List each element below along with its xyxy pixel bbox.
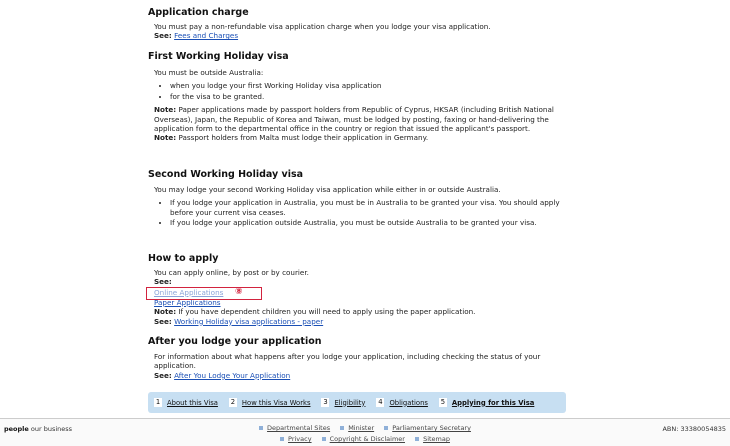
step-link[interactable]: About this Visa (167, 398, 218, 407)
list-item: • when you lodge your first Working Holiday visa application (170, 81, 568, 90)
step-number: 2 (230, 398, 236, 406)
paragraph: You may lodge your second Working Holiday visa application while either in or outside Australia. (154, 185, 501, 194)
online-applications-row (148, 287, 568, 298)
note-text: Paper applications made by passport holders from Republic of Cyprus, HKSAR (including British National Overseas), Japan, the Republic of Korea and Taiwan, must be lodged by posting, faxing or hand-delivering the application form to the departmental office in the country or region that issued the applicant's passport. (154, 105, 554, 134)
step-number: 4 (378, 398, 383, 406)
step-number: 5 (440, 398, 446, 406)
after-lodge-section (148, 336, 568, 380)
step-obligations[interactable] (376, 398, 427, 407)
step-applying-for-this-visa[interactable] (439, 398, 534, 407)
step-number: 3 (323, 398, 328, 406)
note-text: If you have dependent children you will need to apply using the paper application. (178, 307, 476, 317)
after-lodge-link[interactable]: After You Lodge Your Application (174, 370, 291, 380)
see-label: See: (154, 31, 172, 41)
page-footer (0, 418, 730, 446)
list-item: • If you lodge your application in Australia, you must be in Australia to be granted your visa. You should apply before your current visa ceases. (170, 198, 568, 217)
bullet-square-icon (415, 437, 419, 441)
fees-and-charges-link[interactable]: Fees and Charges (174, 31, 239, 41)
note-paragraph (154, 307, 568, 316)
step-eligibility[interactable] (321, 398, 365, 407)
bullet-square-icon (384, 426, 388, 430)
footer-link-privacy[interactable]: Privacy (288, 435, 312, 443)
bullet-square-icon (340, 426, 344, 430)
second-whv-section (148, 169, 568, 229)
list-item: • for the visa to be granted. (170, 92, 568, 101)
section-heading: Second Working Holiday visa (148, 169, 304, 180)
section-heading: How to apply (148, 253, 219, 264)
see-label: See: (154, 370, 172, 380)
step-number: 1 (155, 398, 161, 406)
see-label: See: (154, 277, 172, 287)
footer-link-copyright[interactable]: Copyright & Disclaimer (329, 435, 405, 443)
whv-paper-applications-link[interactable]: Working Holiday visa applications - paper (174, 316, 324, 326)
application-charge-section (148, 7, 568, 41)
step-link[interactable]: Applying for this Visa (451, 398, 535, 407)
note-label: Note: (154, 307, 177, 317)
note-label: Note: (154, 133, 177, 143)
footer-links-row-1 (0, 424, 730, 432)
section-heading: Application charge (148, 7, 249, 18)
how-to-apply-section (148, 253, 568, 326)
step-marker-8: ⑧ (235, 286, 243, 297)
paragraph: For information about what happens after you lodge your application, including checking the status of your application. (154, 352, 541, 371)
bullet-square-icon (259, 426, 263, 430)
bullet-square-icon (322, 437, 326, 441)
list-item: • If you lodge your application outside Australia, you must be outside Australia to be granted your visa. (170, 218, 568, 227)
section-heading: First Working Holiday visa (148, 51, 289, 62)
abn-number: ABN: 33380054835 (662, 425, 726, 433)
note-paragraph (154, 105, 568, 133)
paragraph: You must be outside Australia: (154, 68, 264, 77)
footer-links-row-2 (0, 435, 730, 443)
step-about-this-visa[interactable] (154, 398, 218, 407)
footer-link-sitemap[interactable]: Sitemap (423, 435, 450, 443)
footer-link-minister[interactable]: Minister (348, 424, 375, 432)
step-link[interactable]: Obligations (389, 398, 428, 407)
step-link[interactable]: Eligibility (334, 398, 366, 407)
paragraph: You can apply online, by post or by courier. (154, 268, 309, 277)
note-label: Note: (154, 105, 177, 115)
step-link[interactable]: How this Visa Works (241, 398, 311, 407)
footer-link-departmental-sites[interactable]: Departmental Sites (267, 424, 331, 432)
step-how-this-visa-works[interactable] (229, 398, 311, 407)
paper-applications-link[interactable]: Paper Applications (154, 297, 221, 307)
visa-steps-nav (148, 392, 566, 413)
section-heading: After you lodge your application (148, 336, 322, 347)
note-paragraph (154, 133, 568, 142)
first-whv-section (148, 51, 568, 143)
paragraph: You must pay a non-refundable visa application charge when you lodge your visa application. (154, 22, 491, 31)
note-text: Passport holders from Malta must lodge their application in Germany. (178, 133, 429, 143)
brand-rest: our business (28, 425, 73, 433)
footer-link-parliamentary-secretary[interactable]: Parliamentary Secretary (392, 424, 471, 432)
online-applications-link[interactable]: Online Applications (154, 287, 224, 297)
brand-bold: people (4, 425, 29, 433)
see-label: See: (154, 316, 172, 326)
bullet-square-icon (280, 437, 284, 441)
